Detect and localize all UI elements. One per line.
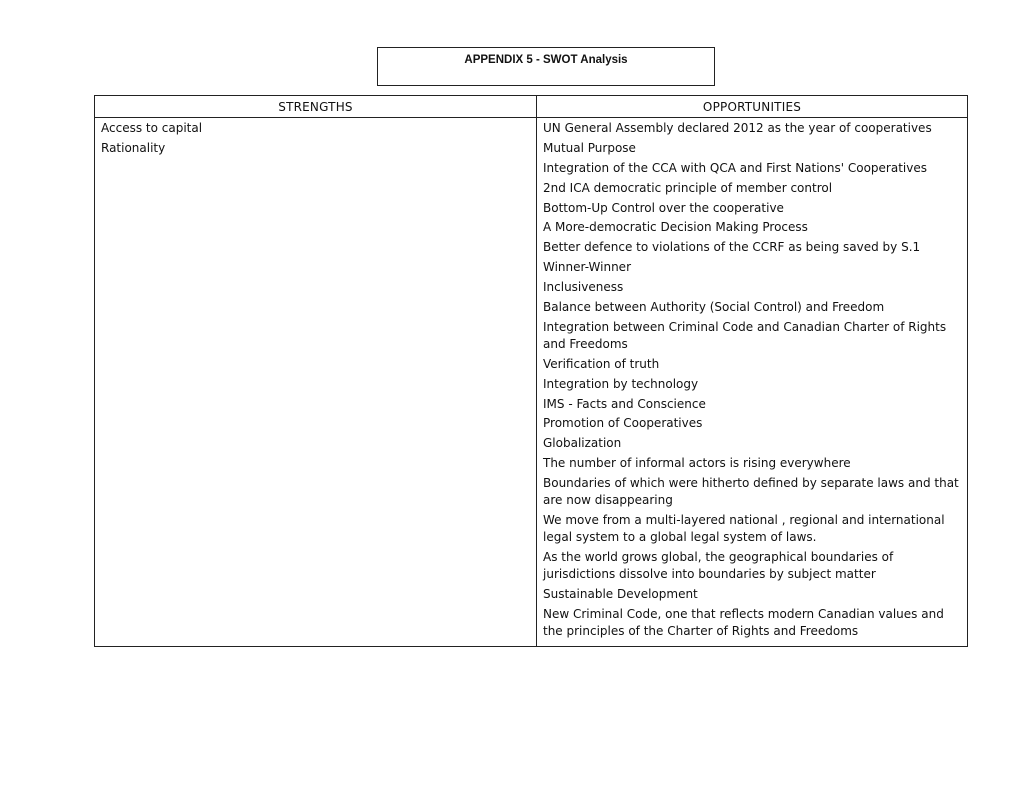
opportunities-list: [543, 119, 961, 642]
list-item: IMS - Facts and Conscience: [543, 396, 706, 411]
list-item: Better defence to violations of the CCRF as being saved by S.1: [543, 240, 921, 255]
strengths-list: [101, 119, 530, 159]
page-title: APPENDIX 5 - SWOT Analysis: [464, 54, 628, 66]
header-row: [95, 96, 968, 118]
list-item: Mutual Purpose: [543, 140, 636, 155]
list-item: 2nd ICA democratic principle of member control: [543, 180, 833, 195]
list-item: Balance between Authority (Social Control) and Freedom: [543, 300, 885, 315]
opportunities-header: OPPORTUNITIES: [537, 96, 968, 118]
list-item: A More-democratic Decision Making Process: [543, 220, 808, 235]
list-item: Verification of truth: [543, 356, 660, 371]
strengths-header: STRENGTHS: [95, 96, 537, 118]
list-item: UN General Assembly declared 2012 as the year of cooperatives: [543, 121, 932, 135]
list-item: Sustainable Development: [543, 586, 698, 601]
list-item: Rationality: [101, 140, 166, 155]
title-box: [377, 47, 715, 86]
list-item: The number of informal actors is rising everywhere: [543, 456, 851, 471]
list-item: Access to capital: [101, 121, 203, 135]
list-item: As the world grows global, the geographical boundaries of jurisdictions dissolve into boundaries by subject matter: [543, 549, 894, 581]
swot-table: [94, 95, 968, 647]
list-item: New Criminal Code, one that reflects modern Canadian values and the principles of the Charter of Rights and Freedoms: [543, 606, 944, 638]
list-item: Integration of the CCA with QCA and First Nations' Cooperatives: [543, 160, 927, 175]
opportunities-cell: [537, 118, 968, 647]
list-item: Integration by technology: [543, 376, 699, 391]
list-item: Bottom-Up Control over the cooperative: [543, 200, 784, 215]
strengths-cell: [95, 118, 537, 647]
list-item: Winner-Winner: [543, 260, 632, 275]
list-item: Inclusiveness: [543, 280, 624, 295]
list-item: We move from a multi-layered national , regional and international legal system to a global legal system of laws.: [543, 513, 945, 545]
content-row: [95, 118, 968, 647]
list-item: Promotion of Cooperatives: [543, 416, 703, 431]
list-item: Globalization: [543, 436, 622, 451]
list-item: Integration between Criminal Code and Canadian Charter of Rights and Freedoms: [543, 319, 947, 351]
list-item: Boundaries of which were hitherto defined by separate laws and that are now disappearing: [543, 476, 959, 508]
